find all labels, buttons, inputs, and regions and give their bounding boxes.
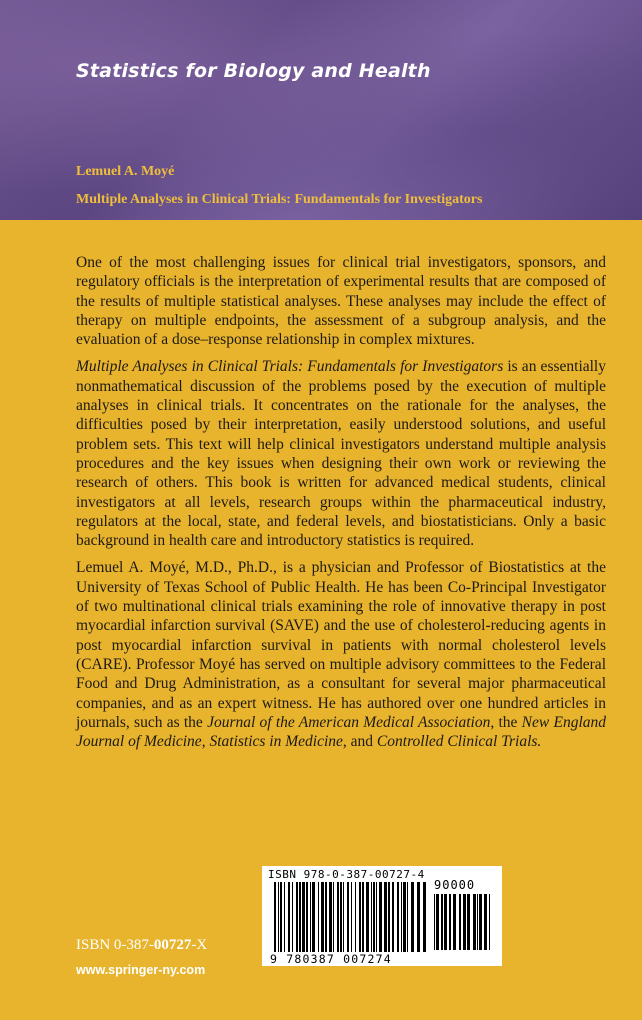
isbn-prefix: ISBN 0-387-: [76, 937, 154, 953]
description-paragraph-2: [76, 357, 606, 550]
cover-header-band: [0, 0, 642, 220]
bio-text-3: ,: [201, 733, 210, 751]
book-title-italic: Multiple Analyses in Clinical Trials: Fundamentals for Investigators: [76, 358, 504, 376]
publisher-url[interactable]: www.springer-ny.com: [76, 963, 206, 977]
back-cover-description: [76, 253, 606, 759]
author-bio-paragraph: [76, 558, 606, 751]
series-title: Statistics for Biology and Health: [76, 60, 431, 82]
bio-text-4: , and: [342, 733, 377, 751]
bio-text-1: Lemuel A. Moyé, M.D., Ph.D., is a physician and Professor of Biostatistics at the University of Texas School of Public Health. He has been Co-Principal Investigator of two multinational clinical trials examining the role of innovative therapy in post myocardial infarction survival (SAVE) and the use of cholesterol-reducing agents in post myocardial infarction survival in patients with normal cholesterol levels (CARE). Professor Moyé has served on multiple advisory committees to the Federal Food and Drug Administration, as a consultant for several major pharmaceutical companies, and as an expert witness. He has authored over one hundred articles in journals, such as the: [76, 559, 606, 731]
addon-barcode-bars: [434, 894, 492, 950]
barcode-isbn-label: ISBN 978-0-387-00727-4: [268, 868, 425, 881]
journal-jama: Journal of the American Medical Association: [207, 713, 491, 731]
author-name: Lemuel A. Moyé: [76, 164, 175, 179]
isbn-10: [76, 937, 207, 954]
journal-stat-med: Statistics in Medicine: [209, 733, 343, 751]
description-paragraph-1: One of the most challenging issues for clinical trial investigators, sponsors, and regulatory officials is the interpretation of experimental results that are composed of the results of multiple statistical analyses. These analyses may include the effect of therapy on multiple endpoints, the assessment of a subgroup analysis, and the evaluation of a dose–response relationship in complex mixtures.: [76, 254, 606, 349]
journal-nejm: New England Journal of Medicine: [76, 713, 607, 751]
book-title: Multiple Analyses in Clinical Trials: Fundamentals for Investigators: [76, 192, 483, 207]
journal-cct: Controlled Clinical Trials.: [376, 733, 542, 751]
paragraph-2-text: is an essentially nonmathematical discussion of the problems posed by the execution of multiple analyses in clinical trials. It concentrates on the rationale for the analyses, the difficulties posed by their interpretation, easily understood solutions, and useful problem sets. This text will help clinical investigators understand multiple analysis procedures and the key issues when designing their own work or reviewing the research of others. This book is written for advanced medical students, clinical investigators at all levels, research groups within the pharmaceutical industry, regulators at the local, state, and federal levels, and biostatisticians. Only a basic background in health care and introductory statistics is required.: [76, 358, 606, 550]
ean-barcode-bars: [274, 882, 428, 952]
isbn-barcode: [262, 866, 502, 966]
barcode-addon-number: 90000: [434, 878, 476, 892]
barcode-ean-number: 9 780387 007274: [270, 952, 392, 966]
isbn-suffix: -X: [191, 937, 208, 953]
bio-text-2: , the: [490, 713, 522, 731]
isbn-bold-part: 00727: [153, 937, 192, 953]
